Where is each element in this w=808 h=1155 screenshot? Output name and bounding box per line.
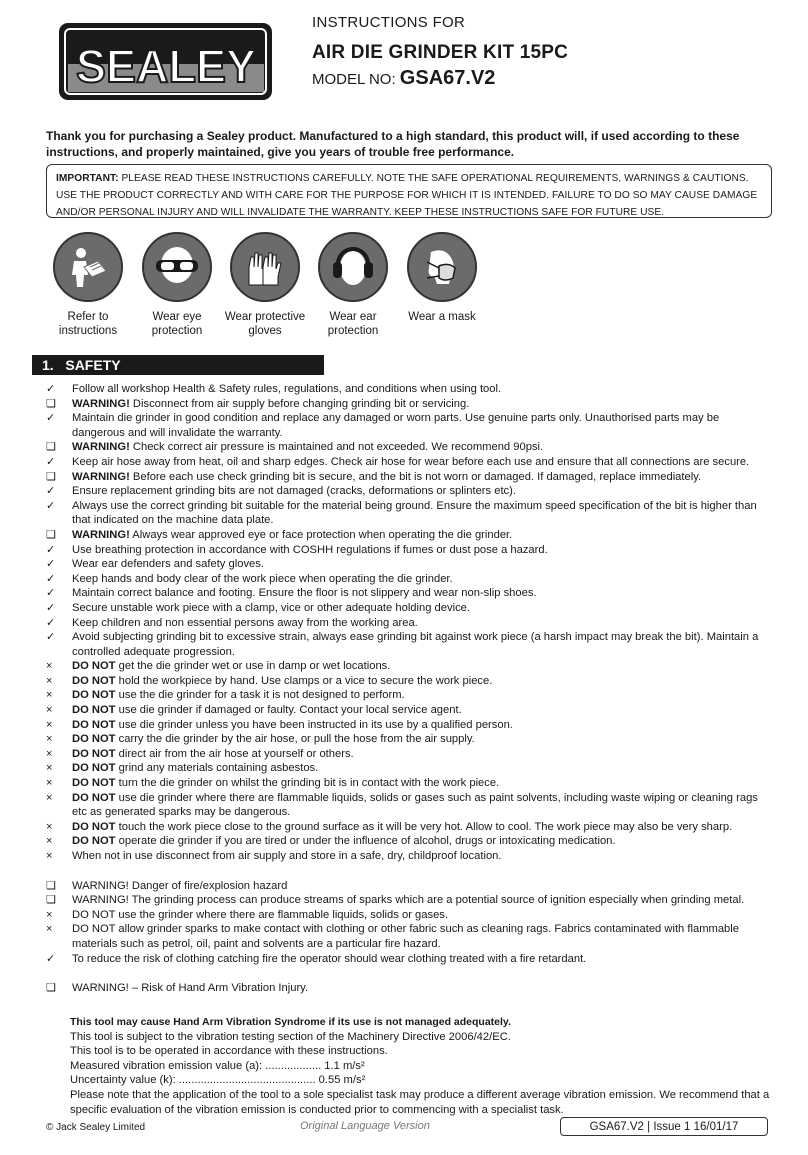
model-label: MODEL NO: (312, 71, 400, 88)
footer-copyright: © Jack Sealey Limited (46, 1122, 146, 1133)
model-number: GSA67.V2 (399, 67, 496, 89)
goggles-icon (142, 232, 212, 302)
section-number: 1. (42, 357, 54, 373)
list-item (46, 484, 774, 499)
ppe-label: Wear eye protection (151, 311, 203, 337)
list-item (46, 688, 774, 703)
ppe-mask (397, 232, 487, 324)
sealey-logo (59, 23, 272, 100)
checkbox-icon: ❑ (46, 528, 56, 541)
checkbox-icon: ❑ (46, 982, 56, 995)
item-text: use die grinder where there are flammable liquids, solids or gases such as paint solvents, including waste wiping or cleaning rags etc as generated sparks may be dangerous. (72, 791, 758, 819)
list-item (46, 543, 774, 558)
vibration-line: Please note that the application of the tool to a sole specialist task may produce a different average vibration emission. We recommend that a specific evaluation of the vibration emission is conducted prior to commencing with a specialist task. (70, 1088, 770, 1116)
list-item (46, 630, 774, 659)
item-emphasis: DO NOT (72, 835, 116, 848)
item-text: grind any materials containing asbestos. (115, 762, 319, 775)
list-item (46, 382, 774, 397)
cross-icon: × (46, 689, 53, 702)
check-icon: ✓ (46, 558, 56, 571)
check-icon: ✓ (46, 572, 56, 585)
check-icon: ✓ (46, 412, 56, 425)
item-emphasis: DO NOT (72, 704, 116, 717)
check-icon: ✓ (46, 383, 56, 395)
checkbox-icon: ❑ (46, 470, 56, 483)
checkbox-icon: ❑ (46, 397, 56, 410)
list-item (46, 397, 774, 412)
check-icon: ✓ (46, 485, 56, 498)
item-text: Maintain die grinder in good condition and replace any damaged or worn parts. Use genuine parts only. Unauthorised parts may be dangerous and will invalidate the warranty. (72, 412, 720, 439)
check-icon: ✓ (46, 543, 56, 556)
item-text: WARNING! The grinding process can produce streams of sparks which are a potential source of ignition especially when grinding metal. (72, 894, 745, 907)
vibration-line: This tool may cause Hand Arm Vibration Syndrome if its use is not managed adequately. (70, 1016, 511, 1028)
ppe-eye-protection (132, 232, 222, 338)
item-text: use the die grinder for a task it is not designed to perform. (115, 689, 405, 702)
cross-icon: × (46, 850, 53, 862)
section-heading-safety (32, 355, 324, 375)
cross-icon: × (46, 777, 53, 790)
ppe-refer-instructions (43, 232, 133, 338)
item-text: touch the work piece close to the ground surface as it will be very hot. Allow to cool. The work piece may also be very sharp. (115, 820, 733, 833)
item-emphasis: DO NOT (72, 660, 116, 673)
ppe-label: Wear ear protection (327, 311, 379, 337)
item-text: Keep air hose away from heat, oil and sharp edges. Check air hose for wear before each use and ensure that all connections are secure. (72, 455, 750, 468)
item-emphasis: WARNING! (72, 441, 130, 454)
mask-icon (407, 232, 477, 302)
list-item (46, 601, 774, 616)
important-notice (46, 164, 772, 218)
check-icon: ✓ (46, 601, 56, 614)
check-icon: ✓ (46, 952, 56, 965)
item-text: DO NOT allow grinder sparks to make contact with clothing or other fabric such as cleaning rags. Fabrics contaminated with flammable materials such as petrol, oil, paint and solvents are a particular fire hazard. (72, 923, 739, 950)
check-icon: ✓ (46, 631, 56, 644)
list-item (46, 893, 774, 908)
item-text: operate die grinder if you are tired or under the influence of alcohol, drugs or intoxicating medication. (115, 835, 616, 848)
cross-icon: × (46, 908, 53, 921)
brand-name: SEALEY (75, 39, 256, 92)
item-text: turn the die grinder on whilst the grinding bit is in contact with the work piece. (115, 777, 500, 790)
list-item (46, 776, 774, 791)
list-item (46, 455, 774, 470)
ppe-label: Wear a mask (408, 311, 476, 323)
check-icon: ✓ (46, 499, 56, 512)
item-text: Keep hands and body clear of the work piece when operating the die grinder. (72, 572, 453, 585)
item-text: When not in use disconnect from air supply and store in a safe, dry, childproof location. (72, 850, 502, 862)
cross-icon: × (46, 835, 53, 848)
list-item (46, 849, 774, 864)
section-title: SAFETY (65, 357, 121, 373)
checkbox-icon: ❑ (46, 894, 56, 907)
item-text: direct air from the air hose at yourself or others. (115, 747, 354, 760)
cross-icon: × (46, 733, 53, 746)
list-item (46, 981, 774, 996)
list-item (46, 761, 774, 776)
list-item (46, 411, 774, 440)
checkbox-icon: ❑ (46, 441, 56, 454)
list-item (46, 908, 774, 923)
list-item (46, 732, 774, 747)
list-item (46, 586, 774, 601)
footer-issue: GSA67.V2 | Issue 1 16/01/17 (560, 1117, 768, 1136)
vibration-line: Measured vibration emission value (a): .................. 1.1 m/s² (70, 1059, 365, 1072)
item-emphasis: DO NOT (72, 791, 116, 804)
list-item (46, 718, 774, 733)
item-emphasis: WARNING! (72, 397, 130, 410)
cross-icon: × (46, 704, 53, 717)
list-item (46, 499, 774, 528)
item-text: Secure unstable work piece with a clamp, vice or other adequate holding device. (72, 601, 471, 614)
list-item (46, 616, 774, 631)
item-text: Always wear approved eye or face protection when operating the die grinder. (129, 528, 513, 541)
item-text: Disconnect from air supply before changing grinding bit or servicing. (129, 397, 470, 410)
important-label: IMPORTANT: (56, 173, 119, 184)
check-icon: ✓ (46, 587, 56, 600)
vibration-line: This tool is to be operated in accordance with these instructions. (70, 1045, 388, 1058)
gloves-icon (230, 232, 300, 302)
cross-icon: × (46, 747, 53, 760)
item-emphasis: DO NOT (72, 733, 116, 746)
item-emphasis: DO NOT (72, 762, 116, 775)
item-text: Follow all workshop Health & Safety rules, regulations, and conditions when using tool. (72, 383, 502, 395)
ppe-label: Wear protective gloves (224, 311, 306, 337)
list-item (46, 557, 774, 572)
product-title: AIR DIE GRINDER KIT 15PC (312, 42, 569, 63)
list-item (46, 747, 774, 762)
item-text: hold the workpiece by hand. Use clamps or a vice to secure the work piece. (115, 674, 493, 687)
footer-language: Original Language Version (300, 1120, 430, 1132)
check-icon: ✓ (46, 616, 56, 629)
item-text: Check correct air pressure is maintained and not exceeded. We recommend 90psi. (129, 441, 544, 454)
cross-icon: × (46, 762, 53, 775)
ear-defenders-icon (318, 232, 388, 302)
item-text: use die grinder if damaged or faulty. Contact your local service agent. (115, 704, 462, 717)
cross-icon: × (46, 923, 53, 936)
check-icon: ✓ (46, 455, 56, 468)
list-item (46, 834, 774, 849)
item-text: Avoid subjecting grinding bit to excessive strain, always ease grinding bit against work piece (a harsh impact may break the bit). Maintain a controlled adequate progression. (72, 631, 759, 658)
model-line (312, 67, 495, 90)
list-item (46, 572, 774, 587)
item-text: Maintain correct balance and footing. Ensure the floor is not slippery and wear non-slip shoes. (72, 587, 537, 600)
item-emphasis: WARNING! (72, 470, 130, 483)
list-item (46, 528, 774, 543)
cross-icon: × (46, 660, 53, 673)
cross-icon: × (46, 674, 53, 687)
item-emphasis: WARNING! (72, 528, 130, 541)
list-item (46, 703, 774, 718)
ppe-ear-protection (308, 232, 398, 338)
ppe-protective-gloves (220, 232, 310, 338)
ppe-label: Refer to instructions (58, 311, 118, 337)
item-emphasis: DO NOT (72, 777, 116, 790)
list-item (46, 674, 774, 689)
item-text: Wear ear defenders and safety gloves. (72, 558, 264, 571)
item-emphasis: DO NOT (72, 820, 116, 833)
thank-you-text: Thank you for purchasing a Sealey product. Manufactured to a high standard, this product will, if used according to these instructions, and properly maintained, give you years of trouble free performance. (46, 129, 740, 159)
cross-icon: × (46, 791, 53, 804)
item-text: WARNING! – Risk of Hand Arm Vibration Injury. (72, 982, 309, 995)
item-text: WARNING! Danger of fire/explosion hazard (72, 879, 288, 892)
list-item (46, 879, 774, 894)
cross-icon: × (46, 718, 53, 731)
item-text: Keep children and non essential persons away from the working area. (72, 616, 418, 629)
instructions-for-label: INSTRUCTIONS FOR (312, 14, 466, 31)
item-text: carry the die grinder by the air hose, or pull the hose from the air supply. (115, 733, 475, 746)
list-item (46, 791, 774, 820)
spacer (46, 864, 774, 879)
cross-icon: × (46, 820, 53, 833)
item-text: get the die grinder wet or use in damp or wet locations. (115, 660, 391, 673)
item-emphasis: DO NOT (72, 747, 116, 760)
item-emphasis: DO NOT (72, 689, 116, 702)
item-emphasis: DO NOT (72, 718, 116, 731)
list-item (46, 952, 774, 967)
item-text: Use breathing protection in accordance with COSHH regulations if fumes or dust pose a hazard. (72, 543, 548, 556)
list-item (46, 470, 774, 485)
item-text: To reduce the risk of clothing catching fire the operator should wear clothing treated with a fire retardant. (72, 952, 587, 965)
manual-icon (53, 232, 123, 302)
vibration-line: Uncertainty value (k): ............................................ 0.55 m/s² (70, 1074, 366, 1087)
item-text: DO NOT use the grinder where there are flammable liquids, solids or gases. (72, 908, 448, 921)
sealey-wordmark (68, 32, 264, 92)
list-item (46, 922, 774, 951)
list-item (46, 440, 774, 455)
important-text: PLEASE READ THESE INSTRUCTIONS CAREFULLY. NOTE THE SAFE OPERATIONAL REQUIREMENTS, WARNINGS & CAUTIONS. USE THE PRODUCT CORRECTLY AND WITH CARE FOR THE PURPOSE FOR WHICH IT IS INTENDED. FAILURE TO DO SO MAY CAUSE DAMAGE AND/OR PERSONAL INJURY AND WILL INVALIDATE THE WARRANTY. KEEP THESE INSTRUCTIONS SAFE FOR FUTURE USE. (56, 173, 758, 218)
spacer (46, 966, 774, 981)
vibration-line: This tool is subject to the vibration testing section of the Machinery Directive 2006/42/EC. (70, 1030, 511, 1043)
vibration-info (70, 1015, 776, 1117)
item-text: use die grinder unless you have been instructed in its use by a qualified person. (115, 718, 513, 731)
item-text: Before each use check grinding bit is secure, and the bit is not worn or damaged. If damaged, replace immediately. (129, 470, 702, 483)
checkbox-icon: ❑ (46, 879, 56, 892)
list-item (46, 820, 774, 835)
safety-list (46, 382, 774, 996)
item-emphasis: DO NOT (72, 674, 116, 687)
item-text: Ensure replacement grinding bits are not damaged (cracks, deformations or splinters etc). (72, 485, 516, 498)
list-item (46, 659, 774, 674)
item-text: Always use the correct grinding bit suitable for the material being ground. Ensure the maximum speed specification of the bit is higher than that indicated on the machine data plate. (72, 499, 757, 527)
